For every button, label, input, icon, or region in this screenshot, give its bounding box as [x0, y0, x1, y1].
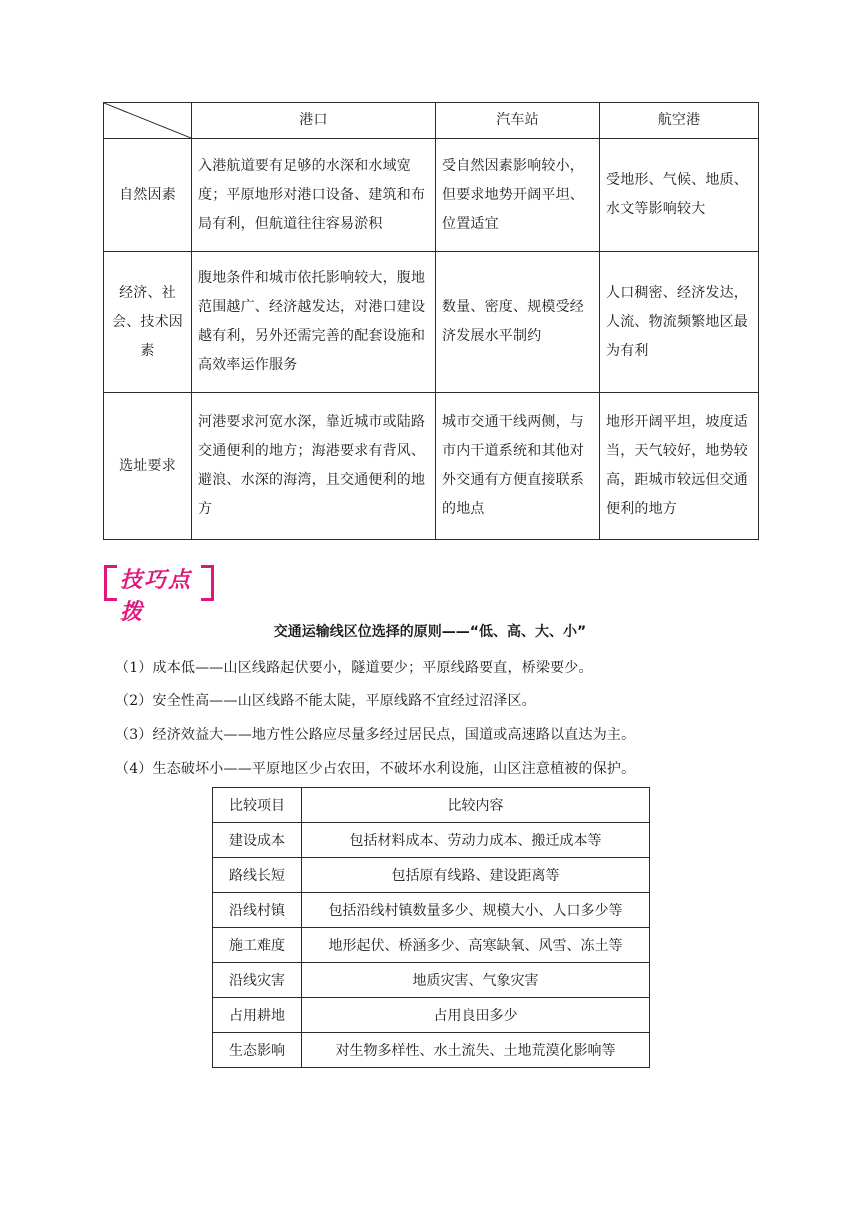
diagonal-line	[104, 103, 191, 138]
row-header-economic: 经济、社会、技术因素	[104, 252, 192, 393]
column-header-bus-station: 汽车站	[436, 103, 600, 139]
row-header-natural: 自然因素	[104, 139, 192, 252]
site-factors-table	[103, 102, 759, 540]
table-cell: 包括原有线路、建设距离等	[302, 858, 650, 893]
table-row	[213, 963, 650, 998]
principle-item: （2）安全性高——山区线路不能太陡，平原线路不宜经过沼泽区。	[115, 693, 536, 709]
diagonal-header-cell	[104, 103, 192, 139]
table-row	[213, 823, 650, 858]
column-header-port: 港口	[192, 103, 436, 139]
table-cell: 建设成本	[213, 823, 302, 858]
table-cell: 受地形、气候、地质、水文等影响较大	[600, 139, 759, 252]
table-cell: 对生物多样性、水土流失、土地荒漠化影响等	[302, 1033, 650, 1068]
table-cell: 包括材料成本、劳动力成本、搬迁成本等	[302, 823, 650, 858]
principle-item: （4）生态破坏小——平原地区少占农田，不破坏水利设施，山区注意植被的保护。	[115, 761, 636, 777]
table-cell: 地质灾害、气象灾害	[302, 963, 650, 998]
table-cell: 占用良田多少	[302, 998, 650, 1033]
table-row	[213, 893, 650, 928]
table-row	[104, 139, 759, 252]
table-cell: 地形开阔平坦，坡度适当，天气较好，地势较高，距城市较远但交通便利的地方	[600, 393, 759, 540]
table-cell: 包括沿线村镇数量多少、规模大小、人口多少等	[302, 893, 650, 928]
column-header-content: 比较内容	[302, 788, 650, 823]
table-row	[213, 858, 650, 893]
table-cell: 沿线村镇	[213, 893, 302, 928]
table-cell: 数量、密度、规模受经济发展水平制约	[436, 252, 600, 393]
column-header-item: 比较项目	[213, 788, 302, 823]
table-cell: 受自然因素影响较小，但要求地势开阔平坦、位置适宜	[436, 139, 600, 252]
table-row	[213, 1033, 650, 1068]
table-row	[104, 252, 759, 393]
table-header-row	[213, 788, 650, 823]
table-cell: 路线长短	[213, 858, 302, 893]
left-bracket-icon	[104, 565, 117, 601]
table-cell: 地形起伏、桥涵多少、高寒缺氧、风雪、冻土等	[302, 928, 650, 963]
skill-tips-banner	[104, 565, 214, 625]
table-cell: 人口稠密、经济发达，人流、物流频繁地区最为有利	[600, 252, 759, 393]
table-cell: 城市交通干线两侧，与市内干道系统和其他对外交通有方便直接联系的地点	[436, 393, 600, 540]
principle-title: 交通运输线区位选择的原则——“低、高、大、小”	[273, 624, 587, 640]
table-cell: 施工难度	[213, 928, 302, 963]
table-cell: 河港要求河宽水深，靠近城市或陆路交通便利的地方；海港要求有背风、避浪、水深的海湾，且交通便利的地方	[192, 393, 436, 540]
banner-title: 技巧点拨	[120, 568, 193, 625]
table-row	[213, 998, 650, 1033]
table-row	[104, 393, 759, 540]
table-header-row	[104, 103, 759, 139]
table-cell: 生态影响	[213, 1033, 302, 1068]
row-header-site: 选址要求	[104, 393, 192, 540]
comparison-table	[212, 787, 650, 1068]
principle-item: （1）成本低——山区线路起伏要小，隧道要少；平原线路要直，桥梁要少。	[115, 660, 593, 676]
principle-item: （3）经济效益大——地方性公路应尽量多经过居民点，国道或高速路以直达为主。	[115, 727, 636, 743]
table-row	[213, 928, 650, 963]
table-cell: 腹地条件和城市依托影响较大，腹地范围越广、经济越发达，对港口建设越有利，另外还需完善的配套设施和高效率运作服务	[192, 252, 436, 393]
table-cell: 入港航道要有足够的水深和水域宽度；平原地形对港口设备、建筑和布局有利，但航道往往容易淤积	[192, 139, 436, 252]
table-cell: 占用耕地	[213, 998, 302, 1033]
column-header-airport: 航空港	[600, 103, 759, 139]
right-bracket-icon	[201, 565, 214, 601]
table-cell: 沿线灾害	[213, 963, 302, 998]
